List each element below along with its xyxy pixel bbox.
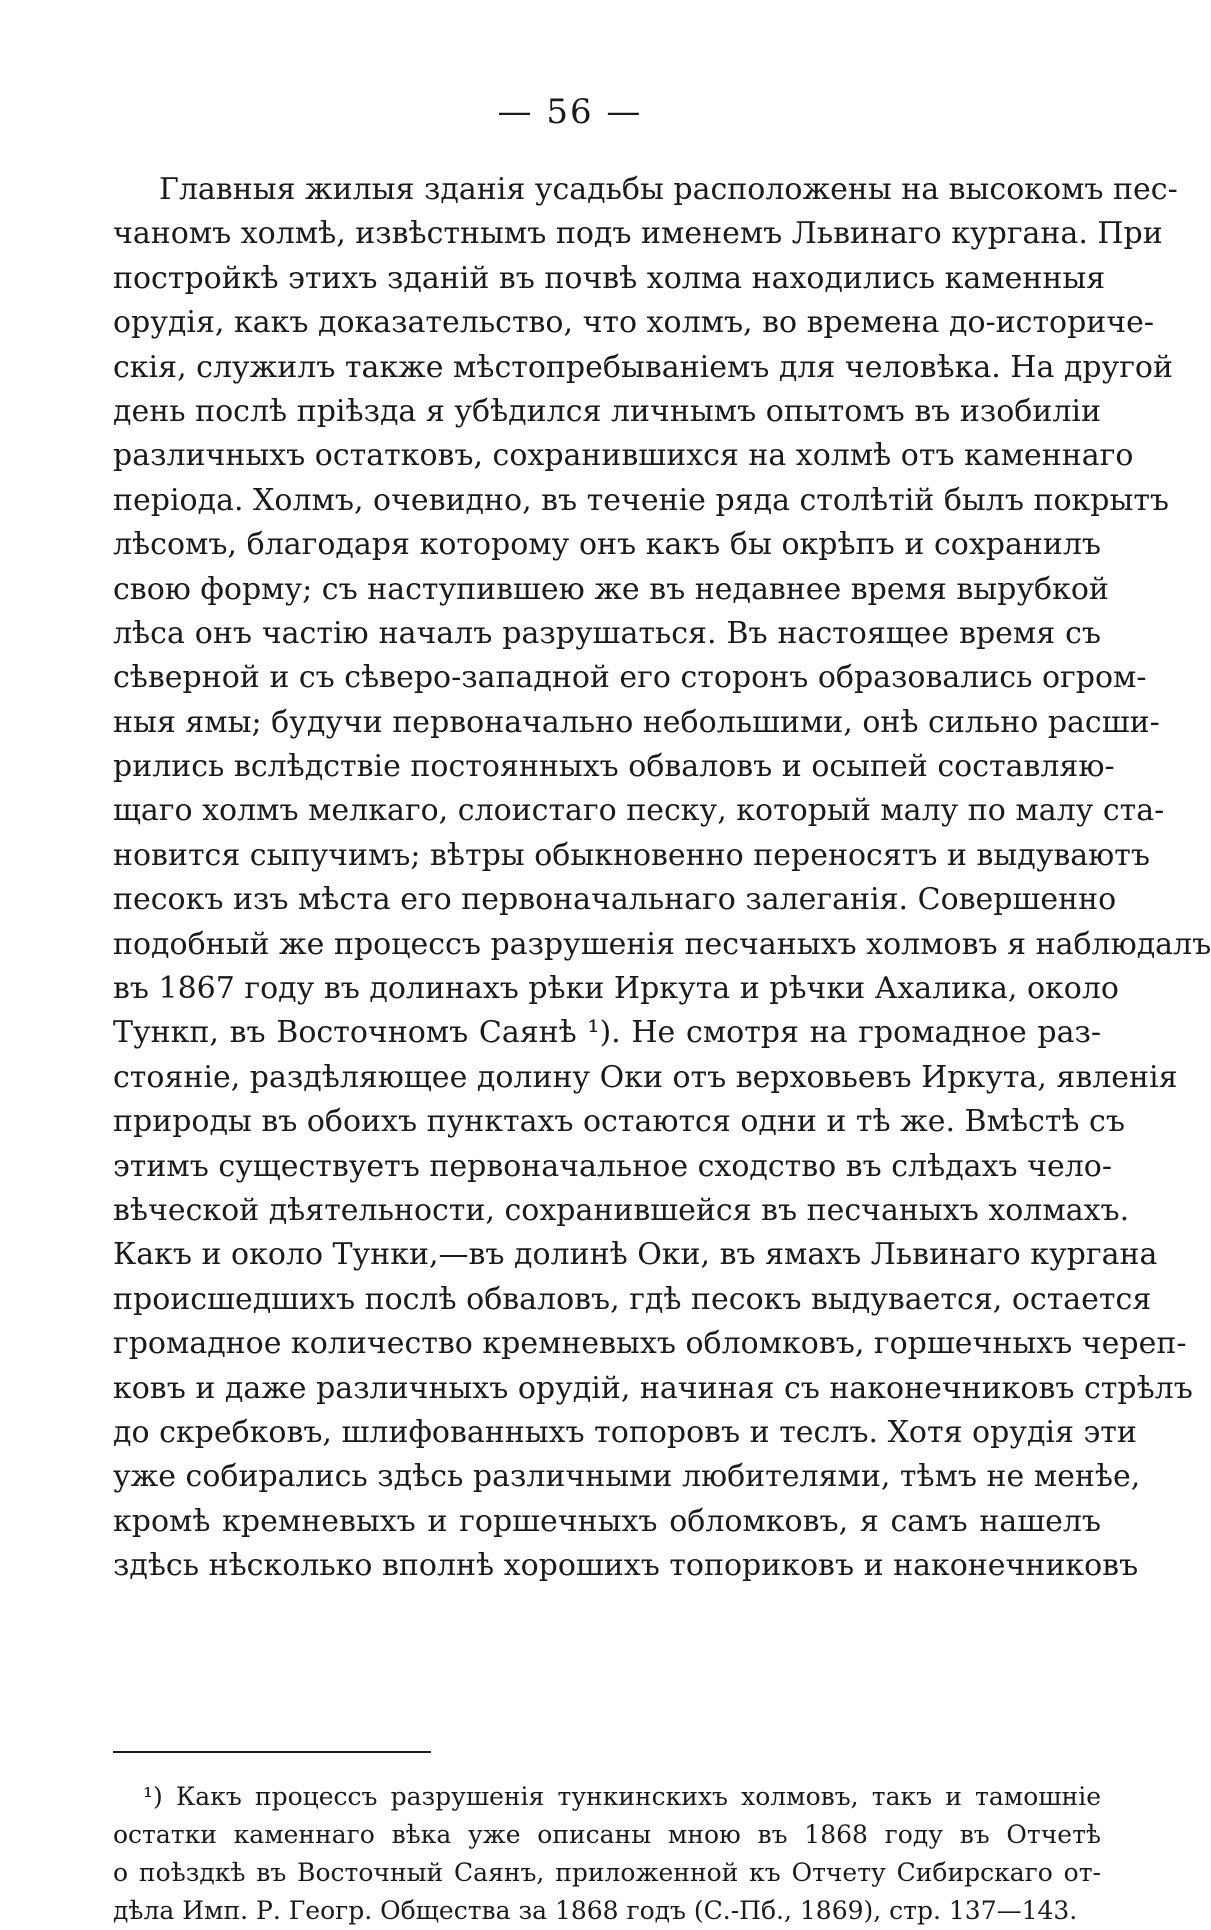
text-line: громадное количество кремневыхъ обломковъ, горшечныхъ череп-: [113, 1326, 1187, 1362]
text-line: орудія, какъ доказательство, что холмъ, во времена до-историче-: [113, 305, 1155, 341]
text-line: этимъ существуетъ первоначальное сходство въ слѣдахъ чело-: [113, 1148, 1112, 1184]
text-line: періода. Холмъ, очевидно, въ теченіе ряда столѣтій былъ покрытъ: [113, 482, 1170, 518]
text-line: свою форму; съ наступившею же въ недавнее время вырубкой: [113, 571, 1109, 607]
footnote-line: дѣла Имп. Р. Геогр. Общества за 1868 годъ (С.-Пб., 1869), стр. 137—143.: [113, 1896, 1078, 1925]
text-line: вѣческой дѣятельности, сохранившейся въ песчаныхъ холмахъ.: [113, 1192, 1130, 1228]
footnote-divider: [113, 1751, 431, 1753]
text-line: Главныя жилыя зданія усадьбы расположены на высокомъ пес-: [159, 172, 1178, 207]
footnote-line: остатки каменнаго вѣка уже описаны мною въ 1868 году въ Отчетѣ: [113, 1820, 1101, 1849]
text-line: Тункп, въ Восточномъ Саянѣ ¹). Не смотря на громадное раз-: [113, 1015, 1101, 1051]
text-line: природы въ обоихъ пунктахъ остаются одни и тѣ же. Вмѣстѣ съ: [113, 1104, 1125, 1140]
text-line: стояніе, раздѣляющее долину Оки отъ верховьевъ Иркута, явленія: [113, 1059, 1178, 1095]
text-line: щаго холмъ мелкаго, слоистаго песку, который малу по малу ста-: [113, 793, 1165, 829]
text-line: ковъ и даже различныхъ орудій, начиная съ наконечниковъ стрѣлъ: [113, 1370, 1193, 1406]
text-line: день послѣ пріѣзда я убѣдился личнымъ опытомъ въ изобиліи: [113, 393, 1101, 429]
text-line: здѣсь нѣсколько вполнѣ хорошихъ топориковъ и наконечниковъ: [113, 1548, 1139, 1584]
text-line: различныхъ остатковъ, сохранившихся на холмѣ отъ каменнаго: [113, 438, 1134, 474]
text-line: лѣсомъ, благодаря которому онъ какъ бы окрѣпъ и сохранилъ: [113, 527, 1101, 563]
footnote: [113, 1778, 1101, 1930]
text-line: песокъ изъ мѣста его первоначальнаго залеганія. Совершенно: [113, 882, 1117, 918]
text-line: постройкѣ этихъ зданій въ почвѣ холма находились каменныя: [113, 260, 1106, 296]
text-line: уже собирались здѣсь различными любителями, тѣмъ не менѣе,: [113, 1459, 1141, 1495]
text-line: чаномъ холмѣ, извѣстнымъ подъ именемъ Львинаго кургана. При: [113, 216, 1163, 252]
text-line: до скребковъ, шлифованныхъ топоровъ и теслъ. Хотя орудія эти: [113, 1414, 1137, 1450]
page-number: — 56 —: [497, 92, 643, 132]
footnote-line: ¹) Какъ процессъ разрушенія тункинскихъ холмовъ, такъ и тамошніе: [143, 1782, 1101, 1811]
text-line: Какъ и около Тунки,—въ долинѣ Оки, въ ямахъ Львинаго кургана: [113, 1237, 1158, 1273]
footnote-line: о поѣздкѣ въ Восточный Саянъ, приложенной къ Отчету Сибирскаго от-: [113, 1858, 1101, 1887]
text-line: рились вслѣдствіе постоянныхъ обваловъ и осыпей составляю-: [113, 749, 1115, 785]
main-text: [113, 168, 1211, 1589]
text-line: скія, служилъ также мѣстопребываніемъ для человѣка. На другой: [113, 349, 1173, 385]
text-line: сѣверной и съ сѣверо-западной его сторонъ образовались огром-: [113, 660, 1147, 696]
text-line: подобный же процессъ разрушенія песчаныхъ холмовъ я наблюдалъ: [113, 926, 1211, 962]
text-line: лѣса онъ частію началъ разрушаться. Въ настоящее время съ: [113, 615, 1101, 651]
text-line: новится сыпучимъ; вѣтры обыкновенно переносятъ и выдуваютъ: [113, 837, 1150, 873]
text-line: кромѣ кремневыхъ и горшечныхъ обломковъ, я самъ нашелъ: [113, 1503, 1101, 1539]
text-line: происшедшихъ послѣ обваловъ, гдѣ песокъ выдувается, остается: [113, 1281, 1152, 1317]
text-line: ныя ямы; будучи первоначально небольшими, онѣ сильно расши-: [113, 704, 1160, 740]
text-line: въ 1867 году въ долинахъ рѣки Иркута и рѣчки Ахалика, около: [113, 971, 1119, 1007]
